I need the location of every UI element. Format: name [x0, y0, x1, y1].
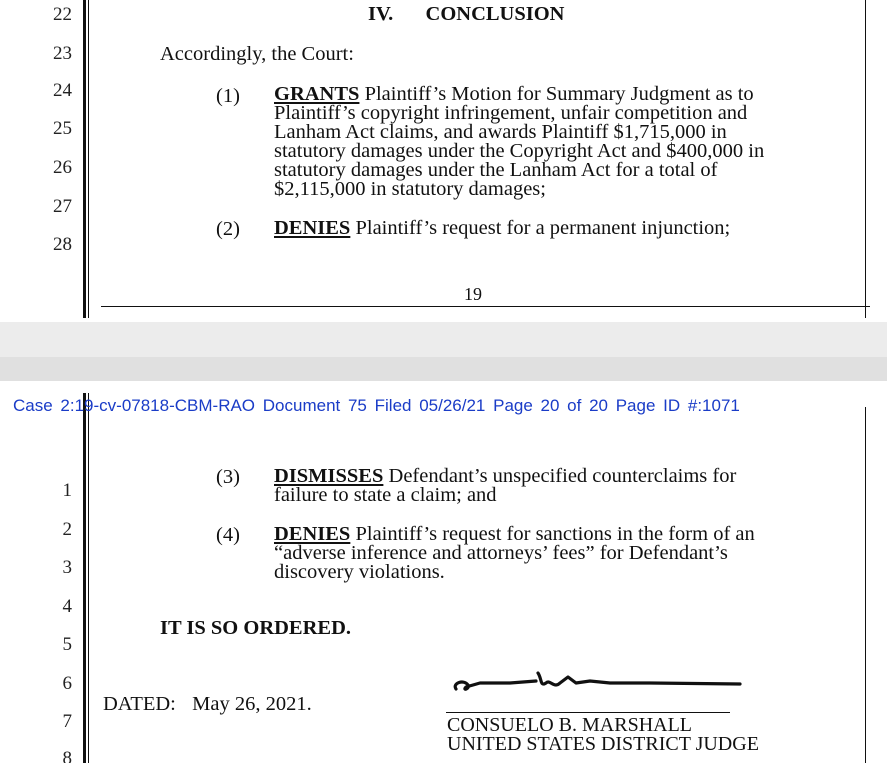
right-margin-rule [865, 407, 866, 763]
case-number: Case 2:19-cv-07818-CBM-RAO [13, 396, 256, 415]
line-number: 6 [62, 673, 72, 694]
left-margin-rule [83, 393, 86, 763]
judge-signature [450, 665, 750, 705]
section-number: IV. [368, 3, 394, 25]
line-number: 22 [53, 4, 72, 25]
page-of: Page 20 of 20 [493, 396, 608, 415]
line-number: 5 [62, 634, 72, 655]
item-line: Plaintiff’s copyright infringement, unfair competition and [274, 102, 748, 124]
line-number: 28 [53, 234, 72, 255]
item-line: Plaintiff’s Motion for Summary Judgment as to [364, 83, 754, 105]
dated-label: DATED: [103, 693, 176, 715]
line-number: 23 [53, 43, 72, 64]
left-margin-rule-inner [88, 0, 89, 318]
document-page-19 [0, 0, 887, 322]
item-number: (3) [216, 466, 240, 488]
document-number: Document 75 [262, 396, 367, 415]
order-action: DISMISSES [274, 465, 384, 487]
item-line: Defendant’s unspecified counterclaims for [388, 465, 737, 487]
section-title: CONCLUSION [425, 3, 565, 25]
item-number: (4) [216, 524, 240, 546]
line-number: 25 [53, 118, 72, 139]
signature-rule [446, 712, 730, 713]
footer-rule [101, 306, 870, 307]
order-action: DENIES [274, 217, 351, 239]
page-number: 19 [464, 284, 482, 304]
item-number: (2) [216, 218, 240, 240]
dated-line [103, 694, 312, 714]
item-line: discovery violations. [274, 561, 445, 583]
line-number: 26 [53, 157, 72, 178]
order-item-4 [274, 525, 755, 582]
judge-name: CONSUELO B. MARSHALL [447, 714, 693, 736]
item-line: statutory damages under the Copyright Act and $400,000 in [274, 140, 765, 162]
order-action: DENIES [274, 523, 351, 545]
order-action: GRANTS [274, 83, 360, 105]
section-heading [368, 4, 564, 24]
judge-title: UNITED STATES DISTRICT JUDGE [447, 733, 759, 755]
order-statement: IT IS SO ORDERED. [160, 617, 352, 639]
dated-value: May 26, 2021. [192, 693, 312, 715]
judge-block [447, 716, 759, 754]
item-line: Plaintiff’s request for a permanent injunction; [355, 217, 731, 239]
line-number: 27 [53, 196, 72, 217]
item-line: Lanham Act claims, and awards Plaintiff $1,715,000 in [274, 121, 727, 143]
line-number: 7 [62, 711, 72, 732]
line-number: 3 [62, 557, 72, 578]
intro-text: Accordingly, the Court: [160, 43, 354, 65]
document-page-20 [0, 381, 887, 763]
line-number: 8 [62, 748, 72, 763]
item-line: Plaintiff’s request for sanctions in the form of an [355, 523, 755, 545]
item-line: failure to state a claim; and [274, 484, 497, 506]
line-number: 4 [62, 596, 72, 617]
left-margin-rule [83, 0, 86, 318]
right-margin-rule [865, 0, 866, 318]
case-header [13, 396, 740, 416]
line-number: 2 [62, 519, 72, 540]
line-number: 24 [53, 80, 72, 101]
order-item-1 [274, 85, 764, 199]
order-item-3 [274, 467, 736, 505]
line-number: 1 [62, 480, 72, 501]
order-item-2 [274, 218, 730, 238]
left-margin-rule-inner [88, 393, 89, 763]
item-number: (1) [216, 85, 240, 107]
item-line: statutory damages under the Lanham Act for a total of [274, 159, 718, 181]
item-line: $2,115,000 in statutory damages; [274, 178, 546, 200]
page-gap-shadow [0, 357, 887, 381]
page-id: Page ID #:1071 [615, 396, 740, 415]
filed-date: Filed 05/26/21 [374, 396, 486, 415]
item-line: “adverse inference and attorneys’ fees” for Defendant’s [274, 542, 728, 564]
